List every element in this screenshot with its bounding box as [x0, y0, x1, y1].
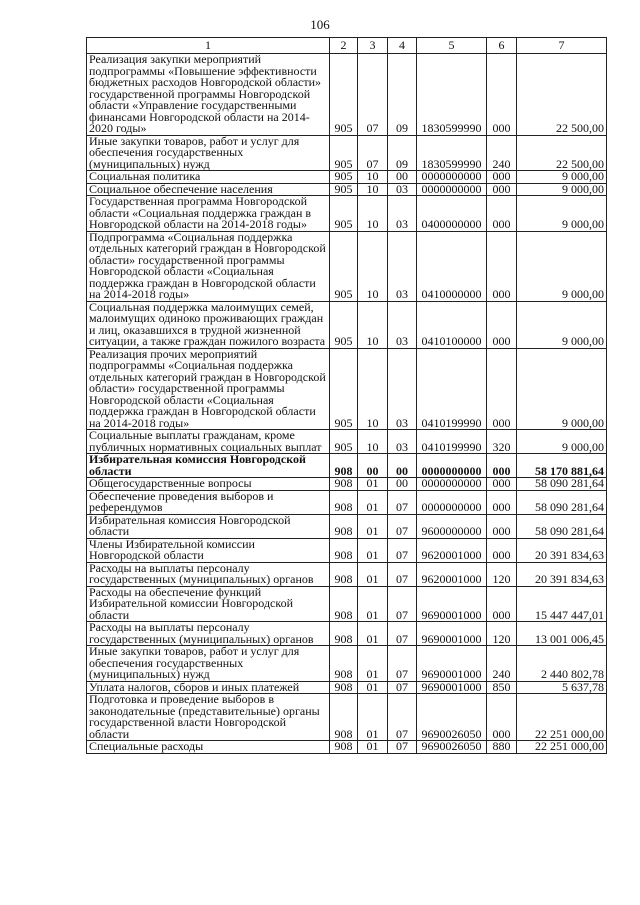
column-header: 7 — [517, 38, 607, 54]
cell-subsection-code: 07 — [388, 646, 417, 682]
column-header: 3 — [358, 38, 388, 54]
table-row — [87, 562, 607, 586]
cell-amount: 15 447 447,01 — [517, 586, 607, 622]
cell-section-code: 01 — [358, 586, 388, 622]
cell-amount: 22 251 000,00 — [517, 694, 607, 741]
table-row — [87, 646, 607, 682]
cell-ministry-code: 908 — [330, 741, 358, 754]
cell-subsection-code: 03 — [388, 301, 417, 348]
row-name: Расходы на выплаты персоналу государственных (муниципальных) органов — [87, 622, 330, 646]
cell-amount: 20 391 834,63 — [517, 538, 607, 562]
column-header: 6 — [487, 38, 517, 54]
cell-ministry-code: 905 — [330, 196, 358, 232]
cell-ministry-code: 905 — [330, 183, 358, 196]
cell-ministry-code: 908 — [330, 562, 358, 586]
cell-section-code: 01 — [358, 562, 388, 586]
cell-subsection-code: 03 — [388, 348, 417, 430]
cell-section-code: 10 — [358, 196, 388, 232]
cell-subsection-code: 03 — [388, 231, 417, 301]
row-name: Уплата налогов, сборов и иных платежей — [87, 681, 330, 694]
cell-subsection-code: 09 — [388, 54, 417, 136]
cell-section-code: 01 — [358, 681, 388, 694]
cell-target-code: 0400000000 — [417, 196, 487, 232]
cell-amount: 20 391 834,63 — [517, 562, 607, 586]
cell-amount: 58 090 281,64 — [517, 478, 607, 491]
cell-expense-type: 000 — [487, 171, 517, 184]
cell-target-code: 9690001000 — [417, 586, 487, 622]
cell-expense-type: 000 — [487, 196, 517, 232]
cell-subsection-code: 00 — [388, 454, 417, 478]
cell-expense-type: 240 — [487, 646, 517, 682]
cell-target-code: 1830599990 — [417, 54, 487, 136]
cell-ministry-code: 905 — [330, 430, 358, 454]
row-name: Обеспечение проведения выборов и референдумов — [87, 490, 330, 514]
table-row — [87, 538, 607, 562]
cell-ministry-code: 905 — [330, 135, 358, 171]
cell-expense-type: 000 — [487, 478, 517, 491]
row-name: Реализация прочих мероприятий подпрограммы «Социальная поддержка отдельных категорий граждан в Новгородской области» государственной программы Новгородской области «Социальная поддержка граждан в Новгородской области на 2014-2018 годы» — [87, 348, 330, 430]
cell-target-code: 9690001000 — [417, 681, 487, 694]
table-row — [87, 301, 607, 348]
cell-subsection-code: 09 — [388, 135, 417, 171]
cell-amount: 2 440 802,78 — [517, 646, 607, 682]
page-number: 106 — [310, 17, 330, 32]
cell-subsection-code: 03 — [388, 430, 417, 454]
cell-expense-type: 000 — [487, 54, 517, 136]
cell-expense-type: 320 — [487, 430, 517, 454]
cell-target-code: 0410000000 — [417, 231, 487, 301]
cell-expense-type: 000 — [487, 183, 517, 196]
cell-section-code: 10 — [358, 183, 388, 196]
cell-subsection-code: 03 — [388, 183, 417, 196]
cell-target-code: 9690001000 — [417, 622, 487, 646]
cell-target-code: 0000000000 — [417, 171, 487, 184]
cell-subsection-code: 07 — [388, 490, 417, 514]
column-header: 1 — [87, 38, 330, 54]
row-name: Реализация закупки мероприятий подпрограммы «Повышение эффективности бюджетных расходов Новгородской области» государственной программы Новгородской области «Управление государственными финансами Новгородской области на 2014-2020 годы» — [87, 54, 330, 136]
cell-section-code: 01 — [358, 694, 388, 741]
cell-target-code: 9620001000 — [417, 538, 487, 562]
row-name: Государственная программа Новгородской области «Социальная поддержка граждан в Новгородской области на 2014-2018 годы» — [87, 196, 330, 232]
cell-expense-type: 000 — [487, 586, 517, 622]
table-row — [87, 54, 607, 136]
row-name: Избирательная комиссия Новгородской области — [87, 454, 330, 478]
cell-ministry-code: 905 — [330, 54, 358, 136]
cell-ministry-code: 908 — [330, 622, 358, 646]
cell-target-code: 0000000000 — [417, 490, 487, 514]
cell-section-code: 07 — [358, 54, 388, 136]
row-name: Члены Избирательной комиссии Новгородской области — [87, 538, 330, 562]
cell-expense-type: 000 — [487, 490, 517, 514]
table-row — [87, 694, 607, 741]
column-header: 4 — [388, 38, 417, 54]
table-row — [87, 430, 607, 454]
cell-subsection-code: 07 — [388, 562, 417, 586]
cell-ministry-code: 908 — [330, 490, 358, 514]
column-header: 5 — [417, 38, 487, 54]
table-row — [87, 514, 607, 538]
table-row — [87, 586, 607, 622]
row-name: Иные закупки товаров, работ и услуг для обеспечения государственных (муниципальных) нужд — [87, 135, 330, 171]
row-name: Избирательная комиссия Новгородской области — [87, 514, 330, 538]
cell-expense-type: 000 — [487, 348, 517, 430]
row-name: Социальное обеспечение населения — [87, 183, 330, 196]
cell-subsection-code: 07 — [388, 681, 417, 694]
cell-amount: 13 001 006,45 — [517, 622, 607, 646]
row-name: Общегосударственные вопросы — [87, 478, 330, 491]
cell-subsection-code: 00 — [388, 171, 417, 184]
cell-subsection-code: 00 — [388, 478, 417, 491]
cell-section-code: 10 — [358, 231, 388, 301]
cell-amount: 9 000,00 — [517, 196, 607, 232]
cell-expense-type: 120 — [487, 562, 517, 586]
cell-target-code: 9690026050 — [417, 741, 487, 754]
cell-section-code: 07 — [358, 135, 388, 171]
cell-expense-type: 880 — [487, 741, 517, 754]
row-name: Расходы на выплаты персоналу государственных (муниципальных) органов — [87, 562, 330, 586]
row-name: Социальные выплаты гражданам, кроме публичных нормативных социальных выплат — [87, 430, 330, 454]
cell-ministry-code: 908 — [330, 586, 358, 622]
cell-subsection-code: 07 — [388, 514, 417, 538]
cell-target-code: 1830599990 — [417, 135, 487, 171]
cell-expense-type: 120 — [487, 622, 517, 646]
cell-section-code: 10 — [358, 348, 388, 430]
cell-amount: 5 637,78 — [517, 681, 607, 694]
cell-ministry-code: 908 — [330, 681, 358, 694]
cell-section-code: 01 — [358, 514, 388, 538]
cell-target-code: 0410199990 — [417, 348, 487, 430]
cell-expense-type: 000 — [487, 301, 517, 348]
cell-section-code: 10 — [358, 171, 388, 184]
table-row — [87, 741, 607, 754]
cell-target-code: 0000000000 — [417, 183, 487, 196]
table-row — [87, 454, 607, 478]
cell-expense-type: 000 — [487, 454, 517, 478]
cell-ministry-code: 908 — [330, 538, 358, 562]
cell-expense-type: 000 — [487, 694, 517, 741]
cell-ministry-code: 905 — [330, 301, 358, 348]
cell-subsection-code: 07 — [388, 622, 417, 646]
cell-subsection-code: 07 — [388, 741, 417, 754]
cell-section-code: 01 — [358, 478, 388, 491]
cell-amount: 9 000,00 — [517, 348, 607, 430]
cell-expense-type: 240 — [487, 135, 517, 171]
cell-ministry-code: 908 — [330, 694, 358, 741]
cell-ministry-code: 908 — [330, 454, 358, 478]
cell-target-code: 0000000000 — [417, 454, 487, 478]
cell-section-code: 01 — [358, 490, 388, 514]
cell-section-code: 01 — [358, 622, 388, 646]
cell-amount: 58 090 281,64 — [517, 514, 607, 538]
table-row — [87, 231, 607, 301]
budget-table — [86, 37, 607, 754]
cell-subsection-code: 07 — [388, 694, 417, 741]
cell-amount: 58 090 281,64 — [517, 490, 607, 514]
row-name: Социальная политика — [87, 171, 330, 184]
cell-ministry-code: 908 — [330, 646, 358, 682]
cell-amount: 22 500,00 — [517, 135, 607, 171]
cell-amount: 9 000,00 — [517, 171, 607, 184]
cell-section-code: 01 — [358, 538, 388, 562]
cell-target-code: 9620001000 — [417, 562, 487, 586]
row-name: Иные закупки товаров, работ и услуг для обеспечения государственных (муниципальных) нужд — [87, 646, 330, 682]
cell-target-code: 0000000000 — [417, 478, 487, 491]
row-name: Подготовка и проведение выборов в законодательные (представительные) органы государственной власти Новгородской области — [87, 694, 330, 741]
cell-amount: 9 000,00 — [517, 301, 607, 348]
table-row — [87, 348, 607, 430]
cell-section-code: 01 — [358, 741, 388, 754]
row-name: Специальные расходы — [87, 741, 330, 754]
cell-subsection-code: 03 — [388, 196, 417, 232]
cell-amount: 22 500,00 — [517, 54, 607, 136]
cell-expense-type: 000 — [487, 514, 517, 538]
cell-target-code: 0410199990 — [417, 430, 487, 454]
cell-amount: 22 251 000,00 — [517, 741, 607, 754]
cell-expense-type: 000 — [487, 231, 517, 301]
table-row — [87, 622, 607, 646]
row-name: Подпрограмма «Социальная поддержка отдельных категорий граждан в Новгородской области» государственной программы Новгородской области «Социальная поддержка граждан в Новгородской области на 2014-2018 годы» — [87, 231, 330, 301]
table-row — [87, 196, 607, 232]
cell-ministry-code: 905 — [330, 171, 358, 184]
cell-expense-type: 000 — [487, 538, 517, 562]
cell-expense-type: 850 — [487, 681, 517, 694]
cell-target-code: 9690026050 — [417, 694, 487, 741]
cell-section-code: 10 — [358, 301, 388, 348]
cell-section-code: 01 — [358, 646, 388, 682]
row-name: Расходы на обеспечение функций Избирательной комиссии Новгородской области — [87, 586, 330, 622]
cell-ministry-code: 905 — [330, 231, 358, 301]
cell-subsection-code: 07 — [388, 538, 417, 562]
table-row — [87, 135, 607, 171]
cell-target-code: 9600000000 — [417, 514, 487, 538]
cell-ministry-code: 908 — [330, 478, 358, 491]
cell-amount: 9 000,00 — [517, 183, 607, 196]
table-row — [87, 490, 607, 514]
row-name: Социальная поддержка малоимущих семей, малоимущих одиноко проживающих граждан и лиц, оказавшихся в трудной жизненной ситуации, а также граждан пожилого возраста — [87, 301, 330, 348]
cell-target-code: 0410100000 — [417, 301, 487, 348]
cell-amount: 9 000,00 — [517, 430, 607, 454]
cell-ministry-code: 905 — [330, 348, 358, 430]
cell-amount: 9 000,00 — [517, 231, 607, 301]
column-header: 2 — [330, 38, 358, 54]
cell-subsection-code: 07 — [388, 586, 417, 622]
cell-section-code: 10 — [358, 430, 388, 454]
cell-section-code: 00 — [358, 454, 388, 478]
cell-target-code: 9690001000 — [417, 646, 487, 682]
cell-amount: 58 170 881,64 — [517, 454, 607, 478]
cell-ministry-code: 908 — [330, 514, 358, 538]
